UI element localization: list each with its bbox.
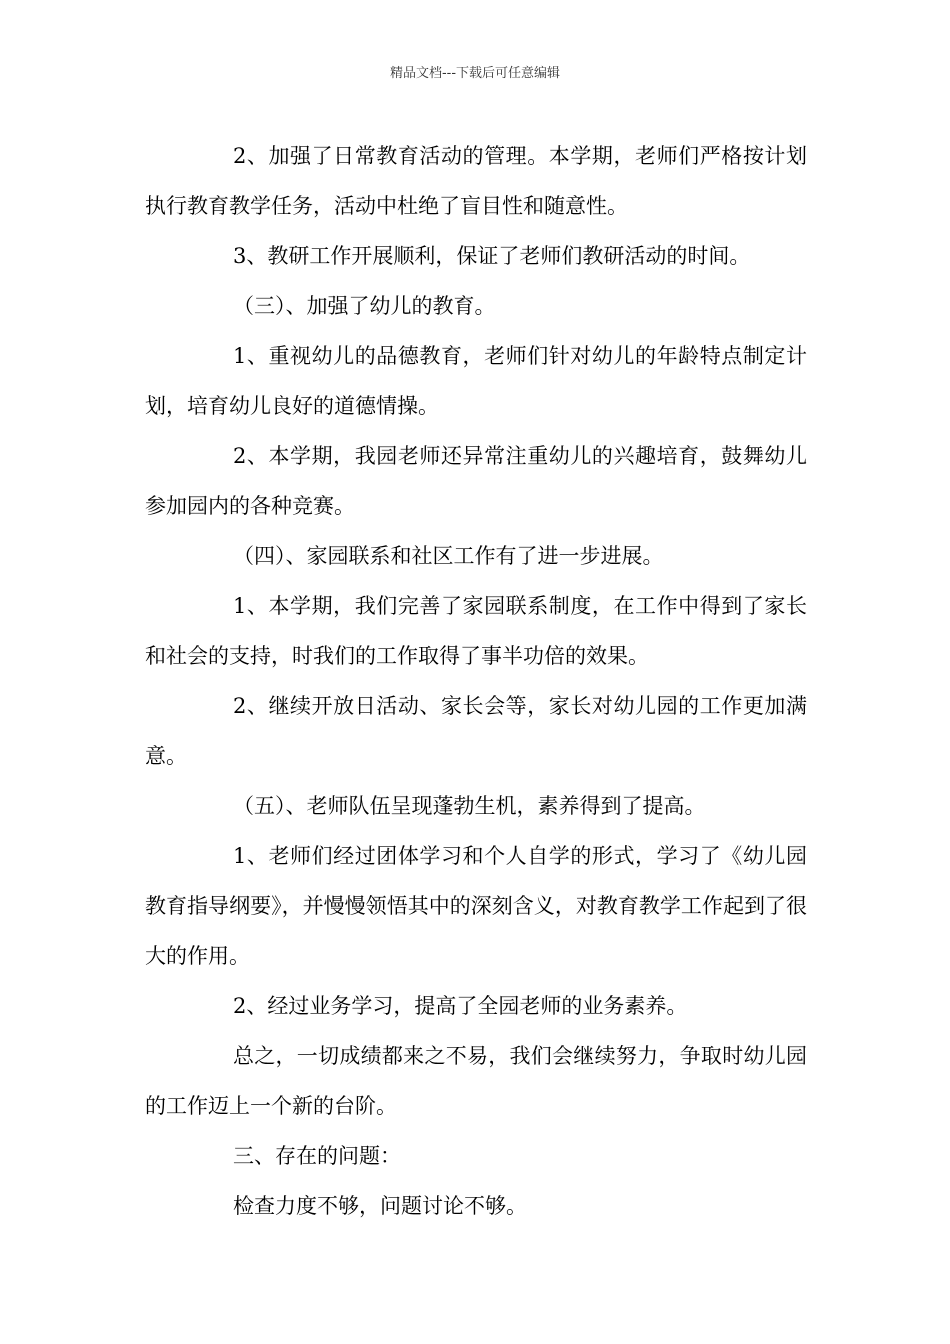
document-body [145,131,807,1231]
section-heading: （四）、家园联系和社区工作有了进一步进展。 [233,544,664,568]
paragraph: 检查力度不够，问题讨论不够。 [233,1194,527,1218]
paragraph: 2、加强了日常教育活动的管理。本学期，老师们严格按计划执行教育教学任务，活动中杜绝了盲目性和随意性。 [145,144,807,218]
section-heading: 三、存在的问题： [233,1144,401,1168]
paragraph: 1、本学期，我们完善了家园联系制度，在工作中得到了家长和社会的支持，时我们的工作取得了事半功倍的效果。 [145,594,807,668]
paragraph: 1、老师们经过团体学习和个人自学的形式，学习了《幼儿园教育指导纲要》，并慢慢领悟其中的深刻含义，对教育教学工作起到了很大的作用。 [145,844,807,968]
paragraph: 2、经过业务学习，提高了全园老师的业务素养。 [233,994,688,1018]
paragraph: 2、继续开放日活动、家长会等，家长对幼儿园的工作更加满意。 [145,694,807,768]
paragraph: 1、重视幼儿的品德教育，老师们针对幼儿的年龄特点制定计划，培育幼儿良好的道德情操。 [145,344,807,418]
section-heading: （三）、加强了幼儿的教育。 [233,294,496,318]
paragraph: 总之，一切成绩都来之不易，我们会继续努力，争取时幼儿园的工作迈上一个新的台阶。 [145,1044,807,1118]
paragraph: 3、教研工作开展顺利，保证了老师们教研活动的时间。 [233,244,751,268]
section-heading: （五）、老师队伍呈现蓬勃生机，素养得到了提高。 [233,794,706,818]
page-header: 精品文档---下载后可任意编辑 [389,66,561,81]
paragraph: 2、本学期，我园老师还异常注重幼儿的兴趣培育，鼓舞幼儿参加园内的各种竞赛。 [145,444,807,518]
